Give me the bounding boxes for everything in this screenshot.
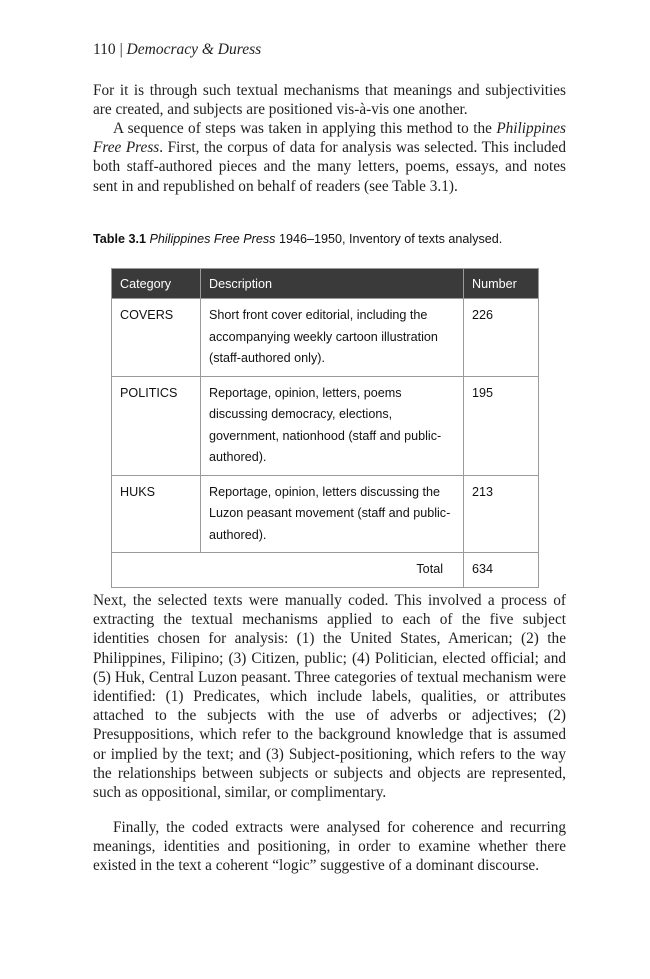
cell-category: POLITICS [112, 376, 201, 475]
inventory-table [111, 268, 539, 588]
paragraph-2-text-b: . First, the corpus of data for analysis was selected. This included both staff-authored pieces and the many letters, poems, essays, and notes sent in and republished on behalf of readers (see Table 3.1). [93, 139, 566, 195]
page-number: 110 [93, 41, 116, 58]
running-head [93, 41, 573, 59]
running-head-separator: | [119, 41, 123, 58]
cell-description: Short front cover editorial, including the accompanying weekly cartoon illustration (staff-authored only). [201, 299, 464, 377]
table-caption-rest: 1946–1950, Inventory of texts analysed. [275, 232, 503, 246]
paragraph-2 [93, 119, 566, 196]
book-title: Democracy & Duress [126, 41, 262, 58]
cell-category: HUKS [112, 475, 201, 553]
paragraph-2-italic: Philippines Free Press [93, 120, 566, 157]
header-number: Number [464, 269, 539, 299]
cell-number: 213 [464, 475, 539, 553]
paragraph-4: Finally, the coded extracts were analysed for coherence and recurring meanings, identities and positioning, in order to examine whether there existed in the text a coherent “logic” suggestive of a dominant discourse. [93, 819, 566, 875]
table-total-row [112, 553, 539, 588]
table-row [112, 299, 539, 377]
total-label: Total [112, 553, 464, 588]
table-caption-label: Table 3.1 [93, 232, 146, 246]
total-value: 634 [464, 553, 539, 588]
table-row [112, 475, 539, 553]
paragraph-1: For it is through such textual mechanisms that meanings and subjectivities are created, and subjects are positioned vis-à-vis one another. [93, 82, 566, 119]
cell-description: Reportage, opinion, letters, poems discussing democracy, elections, government, nationhood (staff and public-authored). [201, 376, 464, 475]
header-category: Category [112, 269, 201, 299]
paragraph-2-text-a: A sequence of steps was taken in applying this method to the [113, 120, 497, 137]
paragraph-3: Next, the selected texts were manually coded. This involved a process of extracting the textual mechanisms applied to each of the five subject identities chosen for analysis: (1) the United States, American; (2) the Philippines, Filipino; (3) Citizen, public; (4) Politician, elected official; and (5) Huk, Central Luzon peasant. Three categories of textual mechanism were identified: (1) Predicates, which include labels, qualities, or attributes attached to the subjects with the use of adverbs or adjectives; (2) Presuppositions, which refer to the background knowledge that is assumed or implied by the text; and (3) Subject-positioning, which refers to the way the relationships between subjects or subjects and objects are represented, such as oppositional, similar, or complimentary. [93, 592, 566, 802]
cell-category: COVERS [112, 299, 201, 377]
table-header-row [112, 269, 539, 299]
header-description: Description [201, 269, 464, 299]
table-caption-italic: Philippines Free Press [149, 232, 276, 246]
table-row [112, 376, 539, 475]
table-caption [93, 232, 573, 246]
cell-number: 226 [464, 299, 539, 377]
cell-description: Reportage, opinion, letters discussing the Luzon peasant movement (staff and public-authored). [201, 475, 464, 553]
cell-number: 195 [464, 376, 539, 475]
